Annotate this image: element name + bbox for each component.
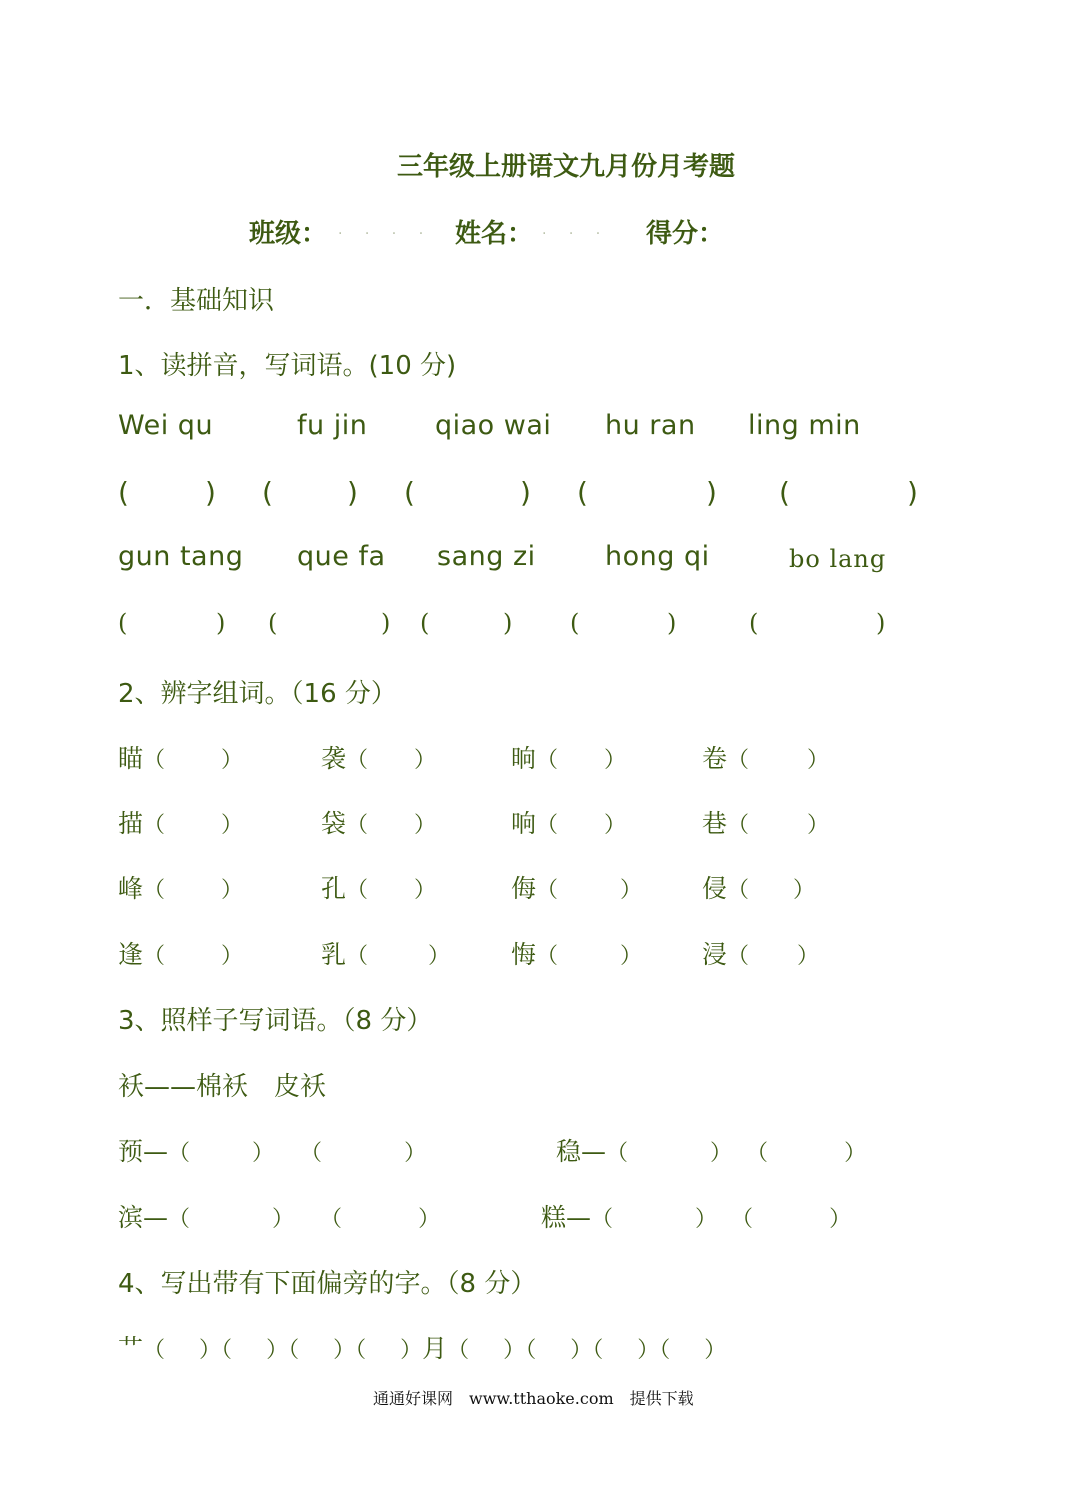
paren-close: )	[216, 609, 226, 637]
pinyin-word: bo lang	[789, 545, 887, 573]
char-item: 巷（ ）	[702, 809, 830, 838]
char-item: 侵（ ）	[702, 874, 816, 903]
paren-open: (	[118, 609, 128, 637]
char-item: 逢（ ）	[118, 940, 244, 969]
page-title: 三年级上册语文九月份月考题	[397, 152, 736, 182]
char: 侵	[702, 874, 728, 903]
pinyin-word: Wei qu	[118, 410, 214, 441]
paren-close: )	[381, 609, 391, 637]
section-heading: 一．基础知识	[118, 286, 275, 316]
char-item: 袋（ ）	[321, 809, 437, 838]
char: 袭	[321, 744, 347, 773]
char: 逢	[118, 940, 144, 969]
char: 预—	[118, 1137, 169, 1166]
char: 巷	[702, 809, 728, 838]
char: 晌	[511, 744, 537, 773]
question-1-heading: 1、读拼音，写词语。(10 分)	[118, 351, 457, 381]
pinyin-word: sang zi	[437, 541, 536, 572]
question-3-heading: 3、照样子写词语。（8 分）	[118, 1006, 433, 1036]
pinyin-word: fu jin	[297, 410, 368, 441]
paren-close: )	[706, 476, 717, 509]
name-label: 姓名：	[455, 219, 534, 249]
word-item: 预—（ ） （ ）	[118, 1137, 427, 1166]
paren-open: (	[749, 609, 759, 637]
paren-open: (	[404, 476, 415, 509]
char-item: 描（ ）	[118, 809, 244, 838]
radical: 月	[422, 1334, 448, 1363]
char: 浸	[702, 940, 728, 969]
char-item: 悔（ ）	[511, 940, 643, 969]
char-item: 乳（ ）	[321, 940, 451, 969]
char-item: 晌（ ）	[511, 744, 627, 773]
example-line: 袄——棉袄 皮袄	[118, 1072, 327, 1102]
char-item: 侮（ ）	[511, 874, 643, 903]
pinyin-word: ling min	[748, 410, 861, 441]
paren-open: (	[570, 609, 580, 637]
char-item: 袭（ ）	[321, 744, 437, 773]
char: 稳—	[556, 1137, 607, 1166]
char: 卷	[702, 744, 728, 773]
paren-open: (	[779, 476, 790, 509]
paren-close: )	[347, 476, 358, 509]
char: 峰	[118, 874, 144, 903]
char: 乳	[321, 940, 347, 969]
paren-close: )	[876, 609, 886, 637]
paren-open: (	[268, 609, 278, 637]
pinyin-word: gun tang	[118, 541, 244, 572]
char-item: 卷（ ）	[702, 744, 830, 773]
char: 孔	[321, 874, 347, 903]
paren-close: )	[205, 476, 216, 509]
char-item: 孔（ ）	[321, 874, 437, 903]
char: 瞄	[118, 744, 144, 773]
word-item: 糕—（ ） （ ）	[541, 1203, 852, 1232]
paren-close: )	[667, 609, 677, 637]
char: 响	[511, 809, 537, 838]
paren-open: (	[262, 476, 273, 509]
radical: 艹	[118, 1334, 144, 1363]
class-label: 班级：	[249, 219, 328, 249]
paren-close: )	[907, 476, 918, 509]
pinyin-word: hu ran	[605, 410, 696, 441]
question-2-heading: 2、辨字组词。（16 分）	[118, 679, 397, 709]
char-item: 峰（ ）	[118, 874, 244, 903]
question-4-heading: 4、写出带有下面偏旁的字。（8 分）	[118, 1269, 537, 1299]
footer-text: 通通好课网 www.tthaoke.com 提供下载	[373, 1389, 694, 1408]
word-item: 稳—（ ） （ ）	[556, 1137, 867, 1166]
paren-open: (	[577, 476, 588, 509]
radical-row: 艹（ ）（ ）（ ）（ ）月（ ）（ ）（ ）（ ）	[118, 1334, 727, 1363]
name-blank[interactable]: · · ·	[542, 226, 610, 242]
char-item: 瞄（ ）	[118, 744, 244, 773]
pinyin-word: qiao wai	[435, 410, 552, 441]
paren-close: )	[503, 609, 513, 637]
char: 糕—	[541, 1203, 592, 1232]
pinyin-word: hong qi	[605, 541, 710, 572]
paren-open: (	[420, 609, 430, 637]
pinyin-word: que fa	[297, 541, 386, 572]
char: 侮	[511, 874, 537, 903]
char: 描	[118, 809, 144, 838]
word-item: 滨—（ ） （ ）	[118, 1203, 441, 1232]
char: 袋	[321, 809, 347, 838]
score-label: 得分：	[646, 219, 725, 249]
class-blank[interactable]: · · · ·	[338, 226, 433, 242]
paren-close: )	[520, 476, 531, 509]
char: 悔	[511, 940, 537, 969]
paren-open: (	[118, 476, 129, 509]
char-item: 响（ ）	[511, 809, 627, 838]
char-item: 浸（ ）	[702, 940, 820, 969]
char: 滨—	[118, 1203, 169, 1232]
